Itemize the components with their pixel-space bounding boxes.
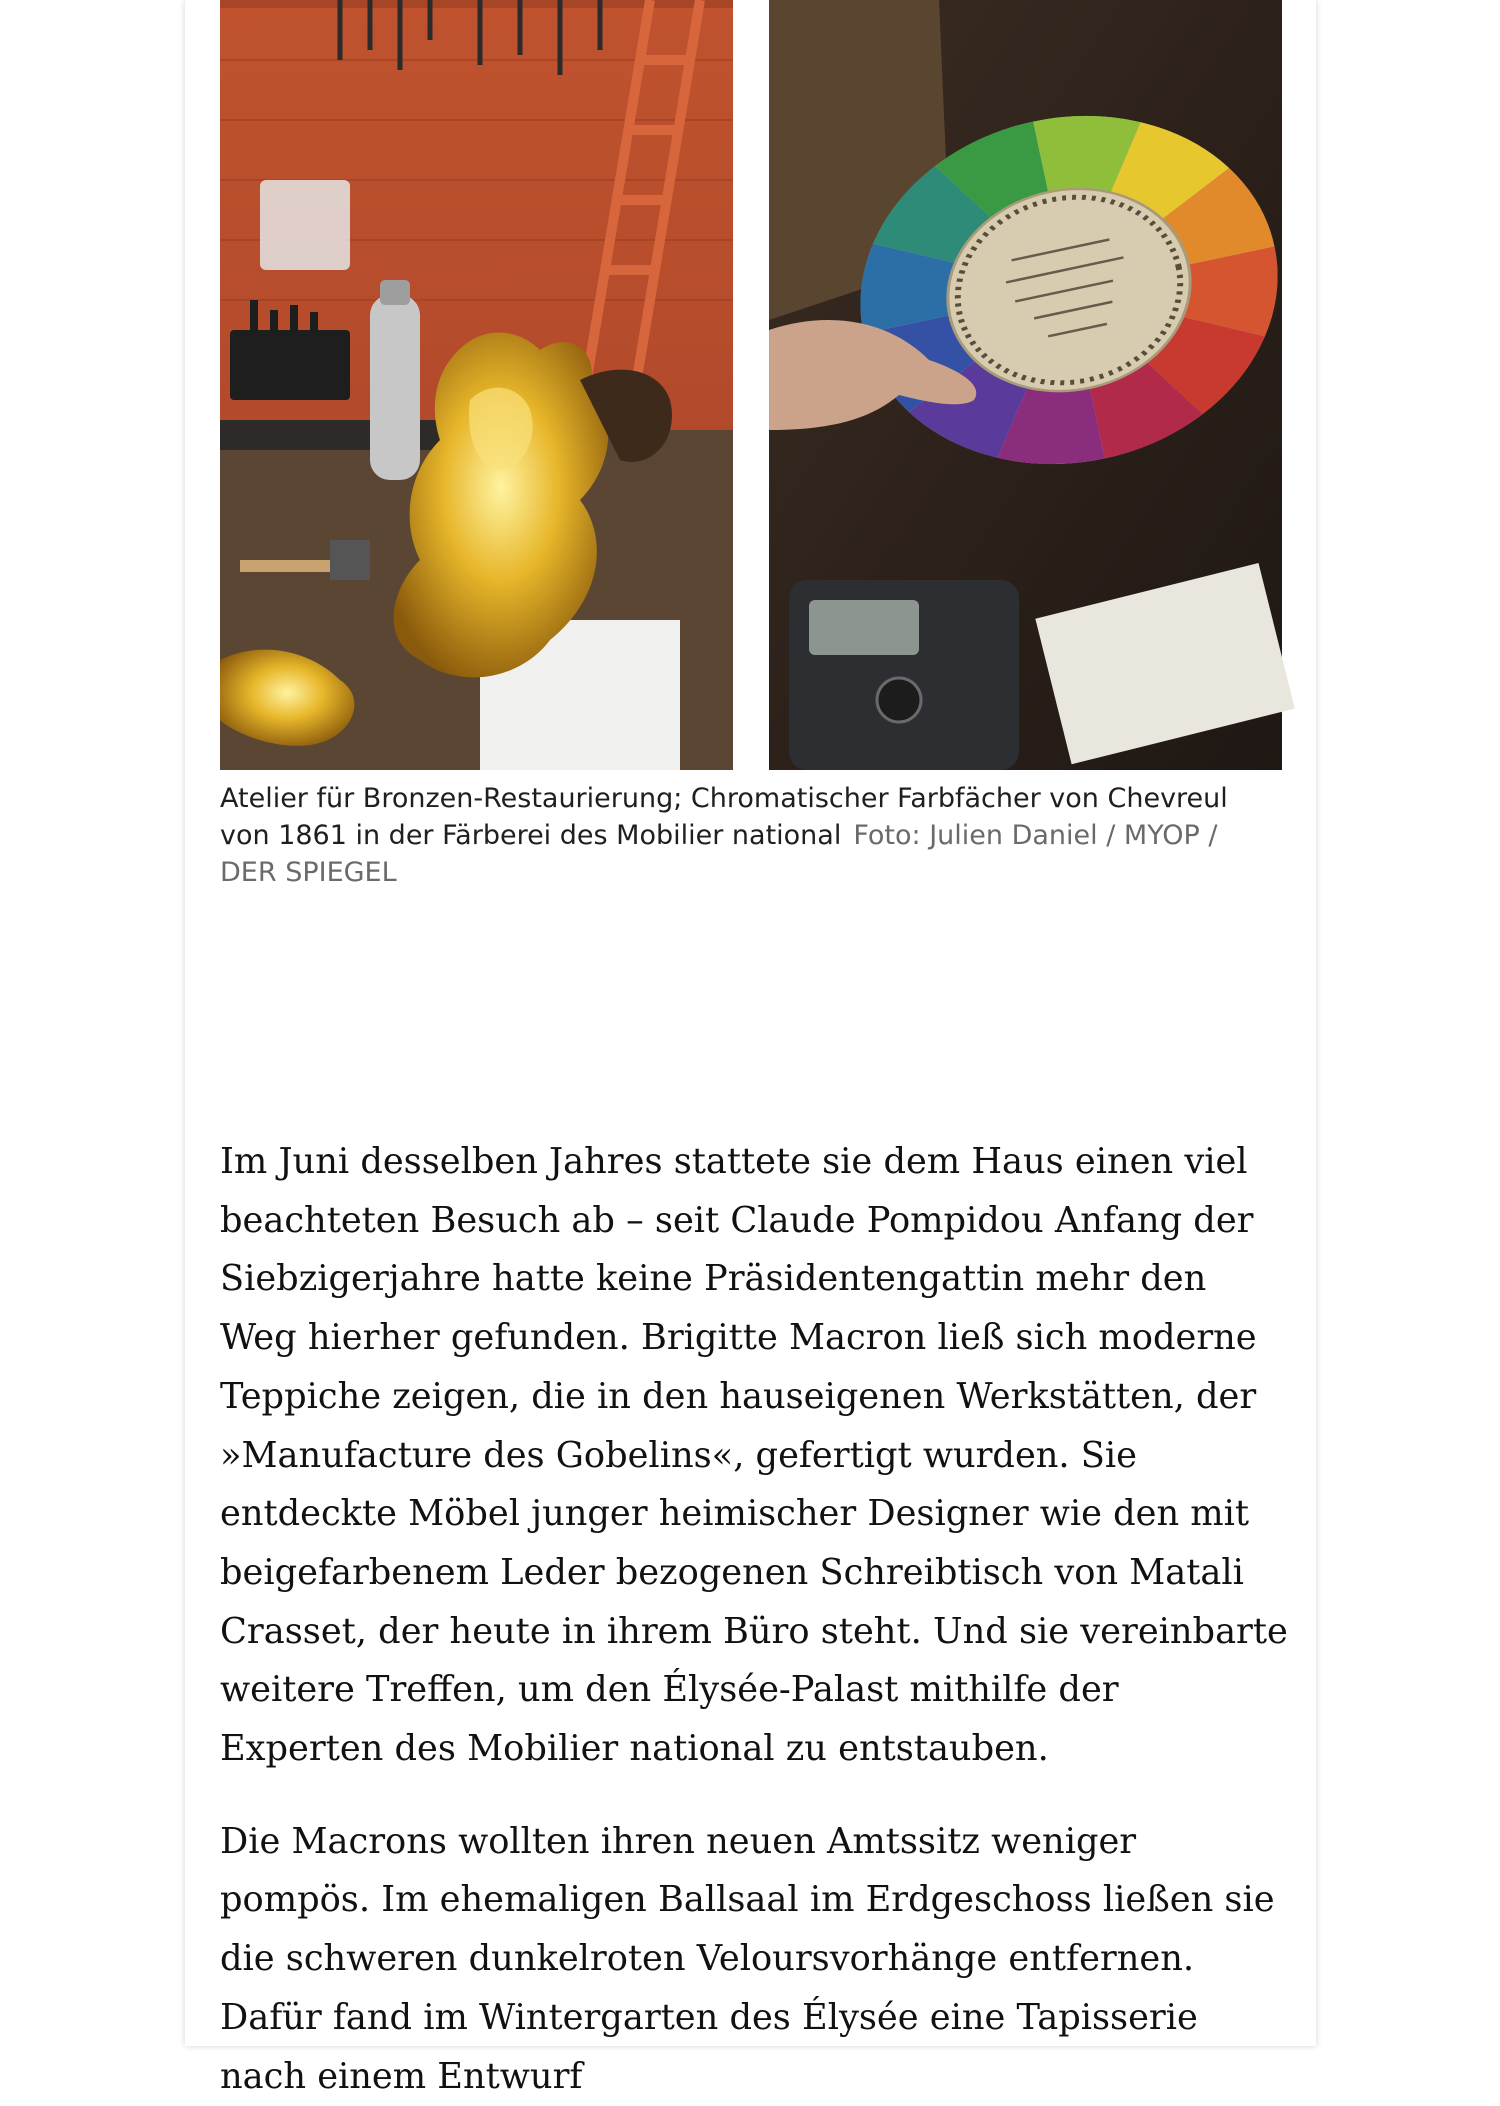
photo-credit: Foto: Julien Daniel / MYOP / DER SPIEGEL bbox=[220, 820, 1218, 888]
photo-grid bbox=[220, 0, 1282, 770]
photo-bronze-atelier[interactable] bbox=[220, 0, 733, 770]
bronze-atelier-image bbox=[220, 0, 733, 770]
color-fan-image bbox=[769, 0, 1282, 770]
photo-color-fan[interactable] bbox=[769, 0, 1282, 770]
article-paragraph: Die Macrons wollten ihren neuen Amtssitz weniger pompös. Im ehemaligen Ballsaal im Erdgeschoss ließen sie die schweren dunkelroten Veloursvorhänge entfernen. Dafür fand im Wintergarten des Élysée eine Tapisserie nach einem Entwurf bbox=[220, 1820, 1275, 2097]
article-card bbox=[185, 0, 1316, 2097]
article-paragraph: Im Juni desselben Jahres stattete sie dem Haus einen viel beachteten Besuch ab – seit Claude Pompidou Anfang der Siebzigerjahre hatte keine Präsidentengattin mehr den Weg hierher gefunden. Brigitte Macron ließ sich moderne Teppiche zeigen, die in den hauseigenen Werkstätten, der »Manufacture des Gobelins«, gefertigt wurden. Sie entdeckte Möbel junger heimischer Designer wie den mit beigefarbenem Leder bezogenen Schreibtisch von Matali Crasset, der heute in ihrem Büro steht. Und sie vereinbarte weitere Treffen, um den Élysée-Palast mithilfe der Experten des Mobilier national zu entstauben. bbox=[220, 1141, 1288, 1770]
caption-text: Atelier für Bronzen-Restaurierung; Chromatischer Farbfächer von Chevreul von 1861 in der Färberei des Mobilier national bbox=[220, 783, 1228, 851]
photo-caption bbox=[220, 780, 1282, 891]
article-body bbox=[220, 1133, 1290, 2106]
